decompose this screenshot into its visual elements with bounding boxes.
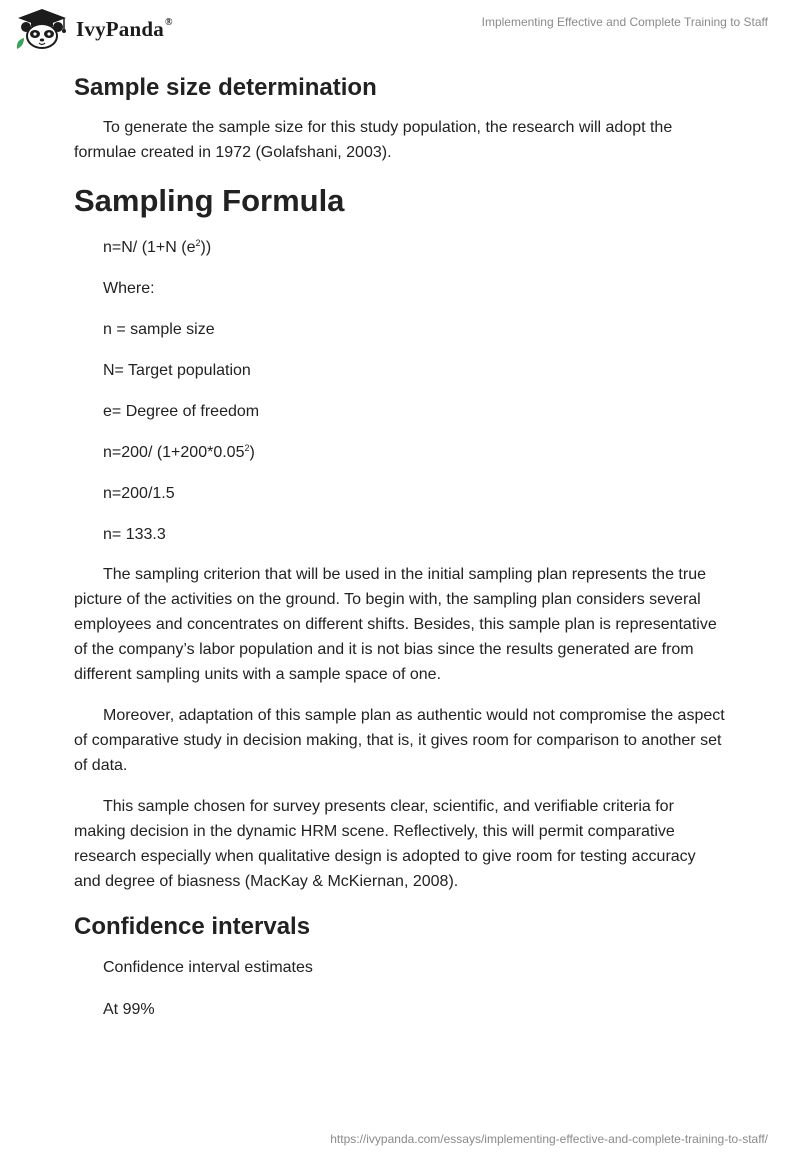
calculation-result: n= 133.3 bbox=[103, 526, 166, 543]
where-label: Where: bbox=[103, 280, 155, 297]
ivypanda-logo[interactable] bbox=[14, 8, 173, 50]
source-url[interactable]: https://ivypanda.com/essays/implementing-effective-and-complete-training-to-staff/ bbox=[330, 1132, 768, 1146]
confidence-intervals-heading: Confidence intervals bbox=[74, 913, 311, 940]
document-title: Implementing Effective and Complete Training to Staff bbox=[481, 15, 768, 29]
definition-N: N= Target population bbox=[103, 362, 251, 379]
confidence-level: At 99% bbox=[103, 1001, 155, 1018]
paragraph: Moreover, adaptation of this sample plan as authentic would not compromise the aspect of comparative study in decision making, that is, it gives room for comparison to another set of data. bbox=[74, 707, 725, 774]
brand-name: IvyPanda® bbox=[76, 16, 173, 41]
definition-n: n = sample size bbox=[103, 321, 215, 338]
confidence-line: Confidence interval estimates bbox=[103, 959, 313, 976]
page-header bbox=[0, 0, 800, 60]
formula-line: n=N/ (1+N $(e^2)$) bbox=[103, 238, 212, 256]
panda-graduation-cap-icon bbox=[14, 8, 70, 50]
paragraph: The sampling criterion that will be used in the initial sampling plan represents the true picture of the activities on the ground. To begin with, the sampling plan considers several employees and concentrates on different shifts. Besides, this sample plan is representative of the company’s labor population and it is not bias since the results generated are from different sampling units with a sample space of one. bbox=[74, 566, 717, 683]
sample-size-paragraph: To generate the sample size for this study population, the research will adopt the formulae created in 1972 (Golafshani, 2003). bbox=[74, 119, 673, 161]
definition-e: e= Degree of freedom bbox=[103, 403, 260, 420]
essay-content bbox=[74, 72, 726, 1021]
sample-size-heading: Sample size determination bbox=[74, 74, 377, 101]
calculation-step-1: n=200/ $(1+200*0.05^2)$ bbox=[103, 443, 255, 461]
paragraph: This sample chosen for survey presents clear, scientific, and verifiable criteria for making decision in the dynamic HRM scene. Reflectively, this will permit comparative research especially when qualitative design is adopted to give room for testing accuracy and degree of biasness (MacKay & McKiernan, 2008). bbox=[74, 798, 696, 890]
sampling-formula-heading: Sampling Formula bbox=[74, 183, 345, 218]
calculation-step-2: n=200/1.5 bbox=[103, 485, 175, 502]
